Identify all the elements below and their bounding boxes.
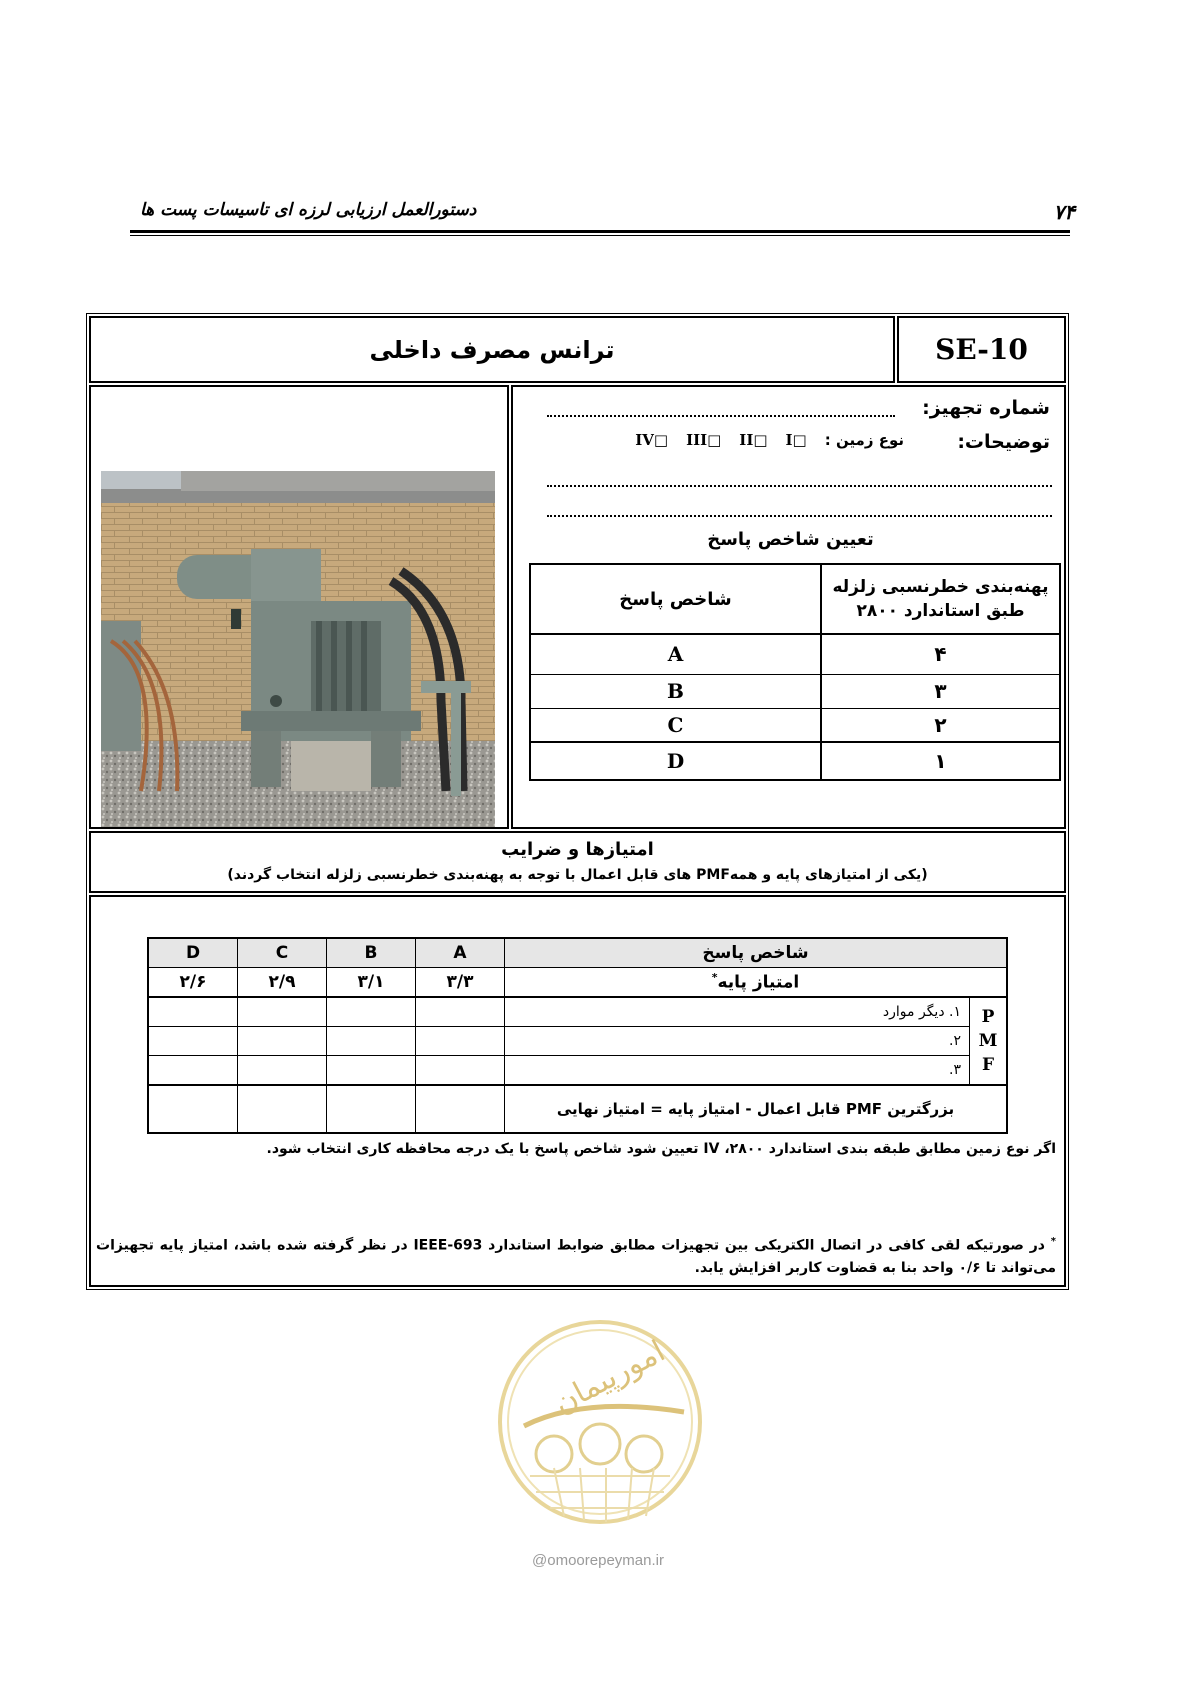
response-index-title: تعیین شاخص پاسخ xyxy=(707,529,874,550)
pmf-cell[interactable] xyxy=(238,997,327,1027)
response-index-table xyxy=(529,563,1061,781)
equipment-number-label: شماره تجهیز: xyxy=(922,397,1050,419)
base-score-label-text: امتیاز پایه xyxy=(717,972,800,993)
score-column-a: A xyxy=(416,938,505,968)
equipment-number-field[interactable] xyxy=(547,415,895,417)
description-line-2[interactable] xyxy=(547,515,1052,517)
soil-note: اگر نوع زمین مطابق طبقه بندی استاندارد ۲۸۰۰، IV تعیین شود شاخص پاسخ با یک درجه محافظه کاری انتخاب شود. xyxy=(266,1141,1056,1157)
index-value: C xyxy=(530,708,821,742)
pmf-letter: F xyxy=(981,1055,995,1075)
base-score-d: ۲/۶ xyxy=(148,968,238,998)
bonus-header-cell xyxy=(89,831,1066,893)
logo-text: امورپیمان xyxy=(548,1333,671,1422)
zone-value: ۴ xyxy=(821,634,1060,674)
score-header-label: شاخص پاسخ xyxy=(505,938,1008,968)
base-score-c: ۲/۹ xyxy=(238,968,327,998)
pmf-cell[interactable] xyxy=(327,1027,416,1056)
pmf-item: ۱. دیگر موارد xyxy=(505,997,970,1027)
zone-column-header: پهنه‌بندی خطرنسبی زلزله طبق استاندارد ۲۸۰۰ xyxy=(821,564,1060,634)
zone-value: ۱ xyxy=(821,742,1060,780)
pmf-cell[interactable] xyxy=(416,1056,505,1086)
index-value: B xyxy=(530,674,821,708)
soil-type-label: نوع زمین : xyxy=(824,431,904,449)
photo-cell xyxy=(89,385,509,829)
pmf-cell[interactable] xyxy=(148,997,238,1027)
base-score-b: ۳/۱ xyxy=(327,968,416,998)
base-score-mark: * xyxy=(711,971,718,985)
final-score-label: بزرگترین PMF قابل اعمال - امتیاز پایه = امتیاز نهایی xyxy=(505,1085,1008,1133)
score-column-b: B xyxy=(327,938,416,968)
zone-value: ۳ xyxy=(821,674,1060,708)
bonus-title: امتیازها و ضرایب xyxy=(501,839,654,860)
zone-value: ۲ xyxy=(821,708,1060,742)
base-score-a: ۳/۳ xyxy=(416,968,505,998)
score-column-c: C xyxy=(238,938,327,968)
pmf-cell[interactable] xyxy=(327,1056,416,1086)
footnote-text: در صورتیکه لقی کافی در اتصال الکتریکی بین تجهیزات مطابق ضوابط استاندارد IEEE-693 در نظر گرفته شده باشد، امتیاز پایه تجهیزات می‌تواند تا ۰/۶ واحد بنا به قضاوت کاربر افزایش یابد. xyxy=(96,1237,1056,1276)
pmf-label xyxy=(970,997,1008,1085)
pmf-cell[interactable] xyxy=(416,997,505,1027)
bonus-subtitle: (یکی از امتیازهای پایه و همهPMF های قابل اعمال با توجه به پهنه‌بندی خطرنسبی زلزله انتخاب گردند) xyxy=(227,867,928,883)
scoring-cell xyxy=(89,895,1066,1287)
pmf-cell[interactable] xyxy=(416,1027,505,1056)
equipment-code: SE-10 xyxy=(897,316,1066,383)
pmf-letter: M xyxy=(978,1031,998,1051)
pmf-item: ۳. xyxy=(505,1056,970,1086)
pmf-cell[interactable] xyxy=(148,1056,238,1086)
index-value: D xyxy=(530,742,821,780)
soil-type-row xyxy=(635,431,904,449)
description-line-1[interactable] xyxy=(547,485,1052,487)
pmf-cell[interactable] xyxy=(238,1056,327,1086)
index-column-header: شاخص پاسخ xyxy=(530,564,821,634)
watermark-site: @omoorepeyman.ir xyxy=(532,1552,664,1569)
soil-option-i[interactable]: I□ xyxy=(785,431,807,449)
soil-option-ii[interactable]: II□ xyxy=(739,431,768,449)
footnote xyxy=(96,1231,1056,1279)
pmf-letter: P xyxy=(981,1007,995,1027)
header-rule-thick xyxy=(130,230,1070,233)
pmf-cell[interactable] xyxy=(327,997,416,1027)
final-score-cell[interactable] xyxy=(416,1085,505,1133)
final-score-cell[interactable] xyxy=(327,1085,416,1133)
header-rule-thin xyxy=(130,235,1070,236)
pmf-cell[interactable] xyxy=(148,1027,238,1056)
equipment-name: ترانس مصرف داخلی xyxy=(89,316,895,383)
pmf-cell[interactable] xyxy=(238,1027,327,1056)
index-value: A xyxy=(530,634,821,674)
scoring-table xyxy=(147,937,1008,1134)
info-cell xyxy=(511,385,1066,829)
base-score-label xyxy=(505,968,1008,998)
final-score-cell[interactable] xyxy=(238,1085,327,1133)
final-score-cell[interactable] xyxy=(148,1085,238,1133)
omoorepeyman-logo xyxy=(494,1316,706,1528)
soil-option-iii[interactable]: III□ xyxy=(686,431,722,449)
score-column-d: D xyxy=(148,938,238,968)
description-label: توضیحات: xyxy=(957,431,1050,453)
pmf-item: ۲. xyxy=(505,1027,970,1056)
document-title: دستورالعمل ارزیابی لرزه ای تاسیسات پست ها xyxy=(140,200,477,220)
footnote-mark: * xyxy=(1050,1236,1056,1247)
transformer-photo xyxy=(101,471,495,827)
page-number: ۷۴ xyxy=(1053,200,1075,224)
soil-option-iv[interactable]: IV□ xyxy=(635,431,669,449)
